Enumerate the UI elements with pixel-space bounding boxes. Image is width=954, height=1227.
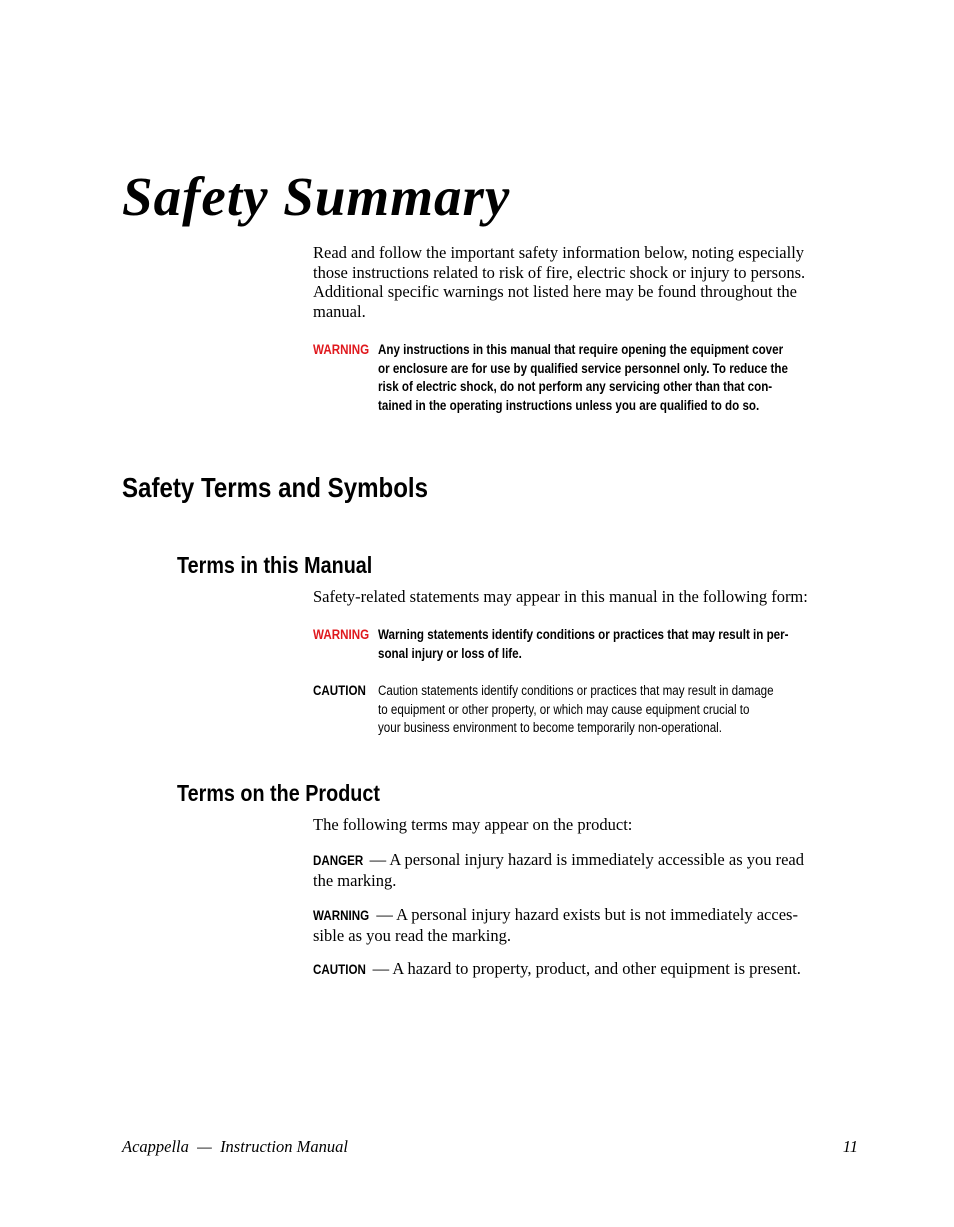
warning-text-line: Warning statements identify conditions or practices that may result in per- (378, 627, 789, 642)
caution-text-line: to equipment or other property, or which may cause equipment crucial to (378, 701, 750, 717)
page-number: 11 (842, 1137, 858, 1156)
intro-line: Read and follow the important safety information below, noting especially (313, 243, 805, 262)
terms-in-manual-heading: Terms in this Manual (177, 552, 373, 578)
caution-text-line: your business environment to become temporarily non-operational. (378, 720, 722, 735)
warning-text-line: sonal injury or loss of life. (378, 645, 522, 661)
terms-on-product-heading: Terms on the Product (177, 780, 380, 806)
section-heading: Safety Terms and Symbols (122, 472, 429, 503)
warning-text-line: Any instructions in this manual that require opening the equipment cover (378, 342, 784, 357)
caution-text-line: Caution statements identify conditions or practices that may result in damage (378, 683, 774, 698)
caution-description: — A hazard to property, product, and other equipment is present. (368, 959, 801, 978)
warning-label: WARNING (313, 908, 370, 923)
footer-manual-title: Acappella — Instruction Manual (122, 1137, 348, 1156)
warning-description: — A personal injury hazard exists but is not immediately acces- (372, 905, 798, 924)
warning-text-line: risk of electric shock, do not perform any servicing other than that con- (378, 379, 773, 394)
caution-label: CAUTION (313, 683, 366, 698)
caution-label: CAUTION (313, 962, 366, 977)
danger-description-cont: the marking. (313, 870, 397, 890)
danger-description: — A personal injury hazard is immediately accessible as you read (365, 850, 805, 869)
danger-label: DANGER (313, 853, 364, 868)
caution-text (378, 682, 825, 738)
warning-text-line: or enclosure are for use by qualified service personnel only. To reduce the (378, 360, 788, 376)
warning-label: WARNING (313, 627, 370, 642)
danger-term (313, 850, 863, 890)
intro-paragraph (313, 243, 805, 322)
intro-line: manual. (313, 302, 366, 322)
intro-line: those instructions related to risk of fire, electric shock or injury to persons. (313, 262, 806, 282)
warning-label: WARNING (313, 342, 370, 357)
terms-product-intro: The following terms may appear on the product: (313, 815, 633, 834)
caution-term (313, 959, 863, 980)
warning-term (313, 905, 863, 945)
warning-text (378, 341, 825, 415)
intro-line: Additional specific warnings not listed here may be found throughout the (313, 282, 797, 302)
warning-text-line: tained in the operating instructions unless you are qualified to do so. (378, 397, 760, 413)
terms-manual-intro: Safety-related statements may appear in this manual in the following form: (313, 587, 808, 606)
warning-text (378, 626, 825, 663)
warning-description-cont: sible as you read the marking. (313, 925, 511, 945)
page-title: Safety Summary (122, 166, 511, 227)
